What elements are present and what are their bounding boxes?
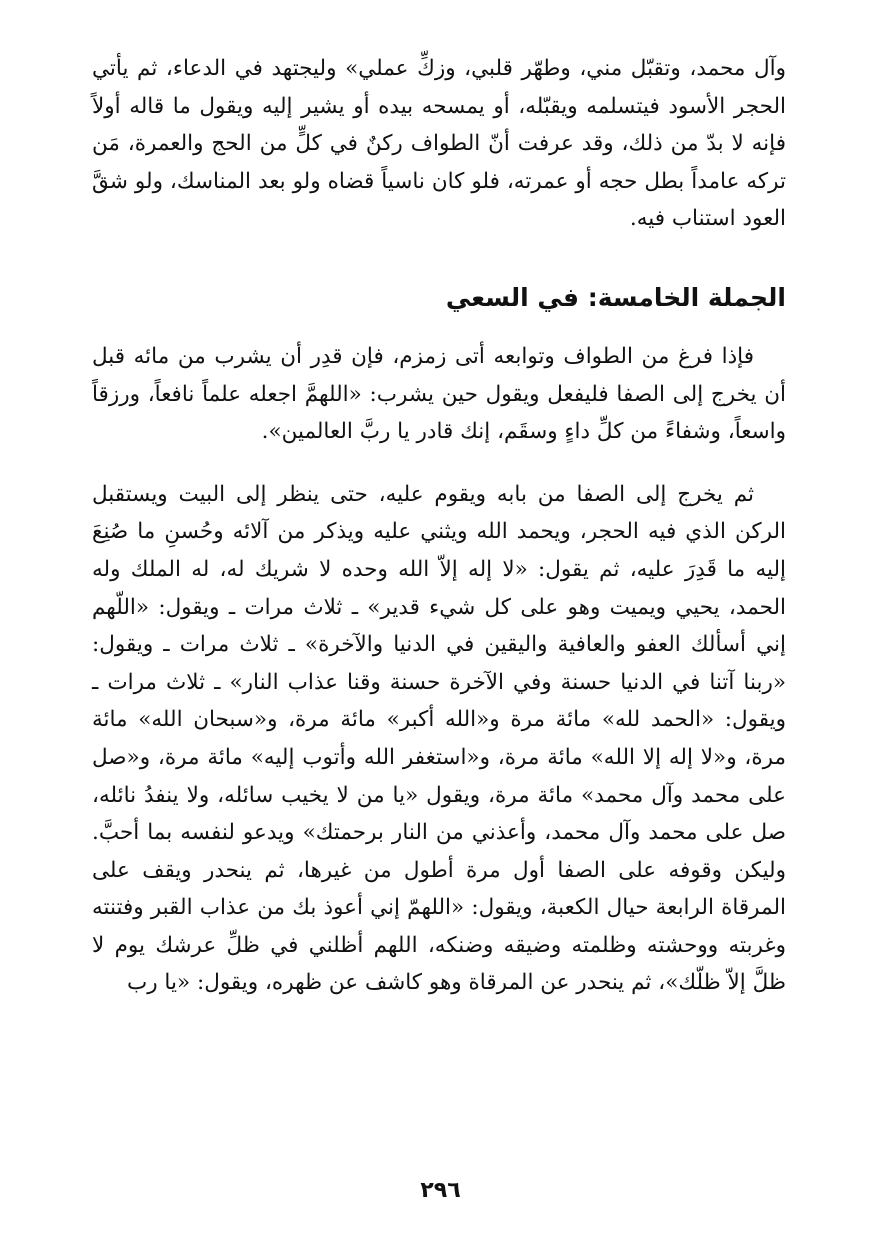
- spacer: [92, 451, 786, 476]
- document-page: [92, 50, 786, 1002]
- spacer: [92, 316, 786, 338]
- section-heading: الجملة الخامسة: في السعي: [445, 282, 786, 312]
- safa-paragraph: ثم يخرج إلى الصفا من بابه ويقوم عليه، حتى ينظر إلى البيت ويستقبل الركن الذي فيه الحجر، ويحمد الله ويثني عليه ويذكر من آلائه وحُسنِ ما صُنِعَ إليه ما قَدِرَ عليه، ثم يقول: «لا إله إلاّ الله وحده لا شريك له، له الملك وله الحمد، يحيي ويميت وهو على كل شيء قدير» ـ ثلاث مرات ـ ويقول: «اللّهم إني أسألك العفو والعافية واليقين في الدنيا والآخرة» ـ ثلاث مرات ـ ويقول: «ربنا آتنا في الدنيا حسنة وفي الآخرة حسنة وقنا عذاب النار» ـ ثلاث مرات ـ ويقول: «الحمد لله» مائة مرة و«الله أكبر» مائة مرة، و«سبحان الله» مائة مرة، و«لا إله إلا الله» مائة مرة، و«استغفر الله وأتوب إليه» مائة مرة، و«صل على محمد وآل محمد» مائة مرة، ويقول «يا من لا يخيب سائله، ولا ينفدُ نائله، صل على محمد وآل محمد، وأعذني من النار برحمتك» ويدعو لنفسه بما أحبَّ. وليكن وقوفه على الصفا أول مرة أطول من غيرها، ثم ينحدر ويقف على المرقاة الرابعة حيال الكعبة، ويقول: «اللهمّ إني أعوذ بك من عذاب القبر وفتنته وغربته ووحشته وظلمته وضيقه وضنكه، اللهم أظلني في ظلِّ عرشك يوم لا ظلَّ إلاّ ظلّك»، ثم ينحدر عن المرقاة وهو كاشف عن ظهره، ويقول: «يا رب: [92, 481, 786, 996]
- opening-paragraph: وآل محمد، وتقبّل مني، وطهّر قلبي، وزكِّ عملي» وليجتهد في الدعاء، ثم يأتي الحجر الأسود فيتسلمه ويقبّله، أو يمسحه بيده أو يشير إليه ويقول ما قاله أولاً فإنه لا بدّ من ذلك، وقد عرفت أنّ الطواف ركنٌ في كلٍّ من الحج والعمرة، مَن تركه عامداً بطل حجه أو عمرته، فلو كان ناسياً قضاه ولو بعد المناسك، ولو شقَّ العود استناب فيه.: [92, 56, 786, 232]
- page-number: ٢٩٦: [420, 1178, 461, 1203]
- spacer: [92, 238, 786, 280]
- zamzam-paragraph: فإذا فرغ من الطواف وتوابعه أتى زمزم، فإن قدِر أن يشرب من مائه قبل أن يخرج إلى الصفا فليفعل ويقول حين يشرب: «اللهمَّ اجعله علماً نافعاً، ورزقاً واسعاً، وشفاءً من كلِّ داءٍ وسقَم، إنك قادر يا ربَّ العالمين».: [92, 343, 786, 445]
